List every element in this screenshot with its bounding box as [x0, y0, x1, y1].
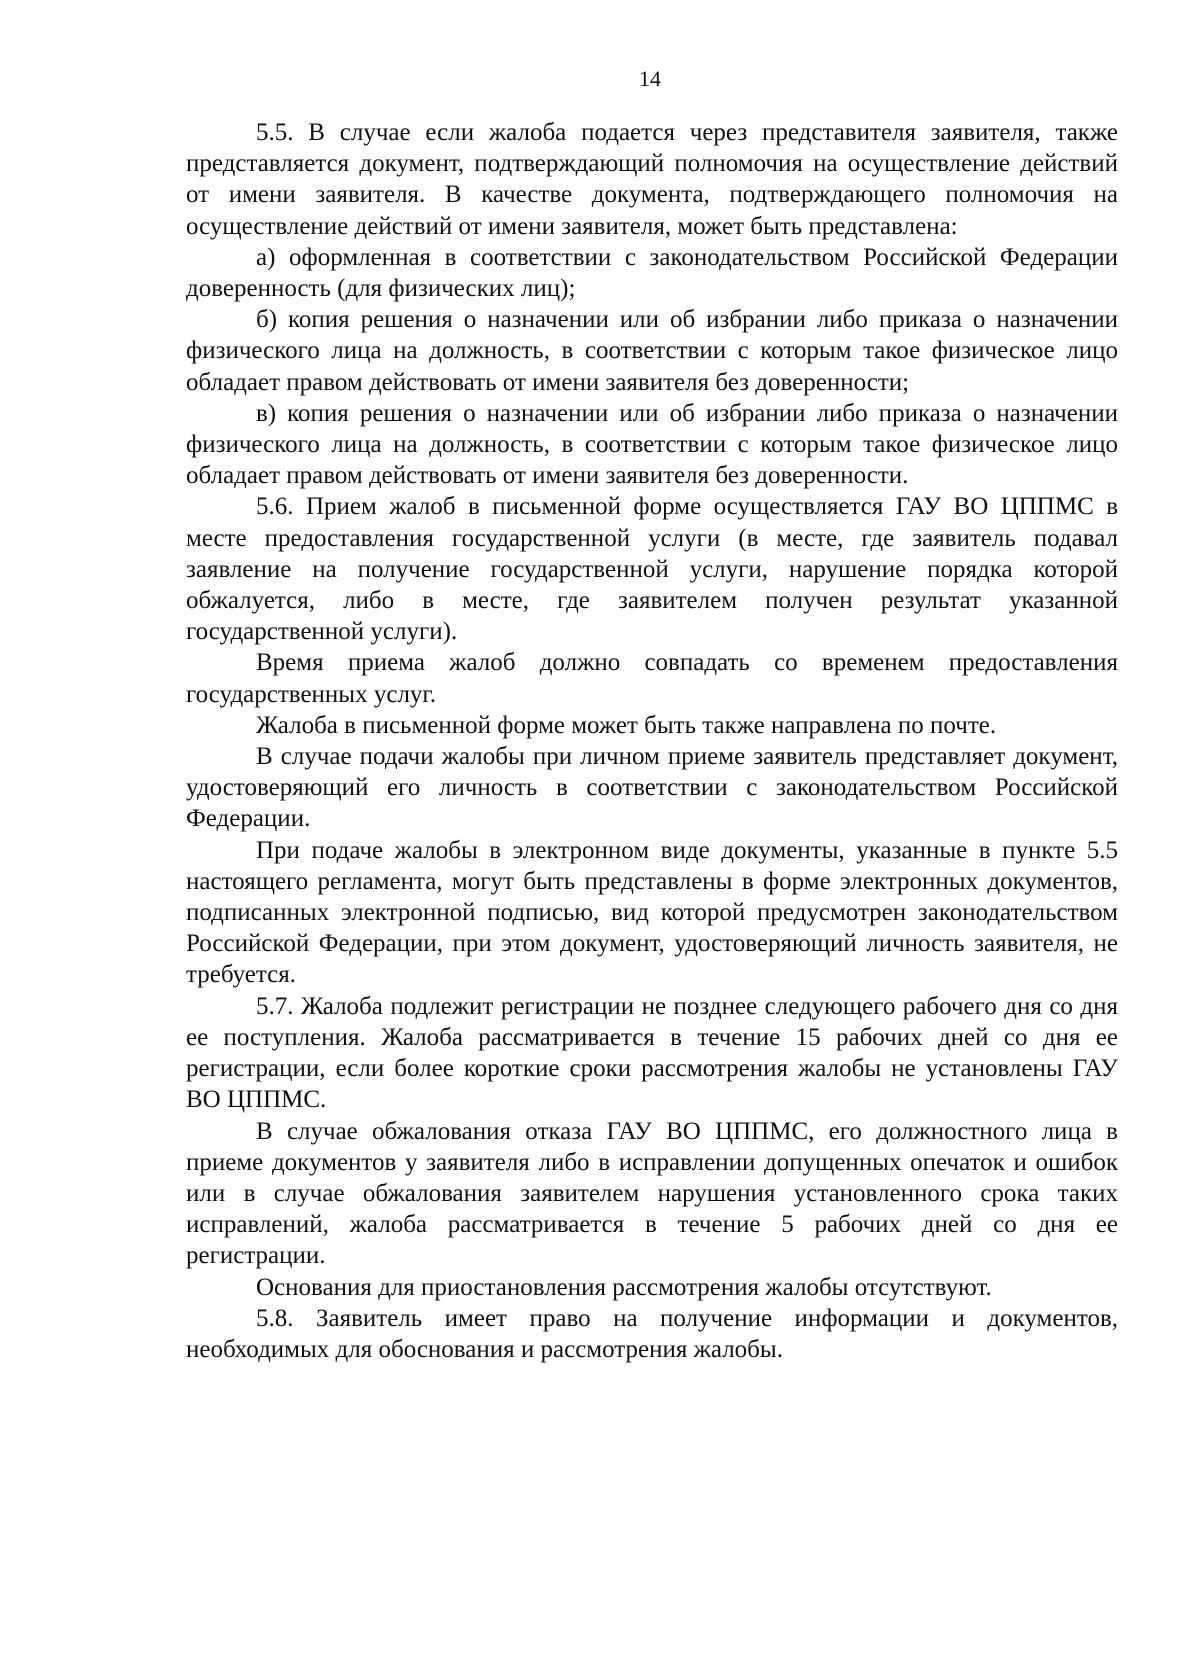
paragraph-5-8: 5.8. Заявитель имеет право на получение информации и документов, необходимых для обоснования и рассмотрения жалобы. — [186, 1304, 1118, 1363]
paragraph-refusal-appeal: В случае обжалования отказа ГАУ ВО ЦППМС, его должностного лица в приеме документов у заявителя либо в исправлении допущенных опечаток и ошибок или в случае обжалования заявителем нарушения установленного срока таких исправлений, жалоба рассматривается в течение 5 рабочих дней со дня ее регистрации. — [186, 1117, 1118, 1270]
list-item-b: б) копия решения о назначении или об избрании либо приказа о назначении физического лица на должность, в соответствии с которым такое физическое лицо обладает правом действовать от имени заявителя без доверенности; — [186, 306, 1118, 396]
paragraph-by-mail: Жалоба в письменной форме может быть также направлена по почте. — [256, 711, 997, 739]
paragraph-electronic-submission: При подаче жалобы в электронном виде документы, указанные в пункте 5.5 настоящего регламента, могут быть представлены в форме электронных документов, подписанных электронной подписью, вид которой предусмотрен законодательством Российской Федерации, при этом документ, удостоверяющий личность заявителя, не требуется. — [186, 836, 1118, 989]
paragraph-personal-reception: В случае подачи жалобы при личном приеме заявитель представляет документ, удостоверяющий его личность в соответствии с законодательством Российской Федерации. — [186, 743, 1118, 833]
document-body — [186, 117, 1118, 1365]
paragraph-5-6: 5.6. Прием жалоб в письменной форме осуществляется ГАУ ВО ЦППМС в месте предоставления государственной услуги (в месте, где заявитель подавал заявление на получение государственной услуги, нарушение порядка которой обжалуется, либо в месте, где заявителем получен результат указанной государственной услуги). — [186, 493, 1118, 646]
list-item-v: в) копия решения о назначении или об избрании либо приказа о назначении физического лица на должность, в соответствии с которым такое физическое лицо обладает правом действовать от имени заявителя без доверенности. — [186, 399, 1118, 490]
paragraph-5-5: 5.5. В случае если жалоба подается через представителя заявителя, также представляется документ, подтверждающий полномочия на осуществление действий от имени заявителя. В качестве документа, подтверждающего полномочия на осуществление действий от имени заявителя, может быть представлена: — [186, 119, 1118, 240]
page-number: 14 — [639, 66, 661, 91]
list-item-a: а) оформленная в соответствии с законодательством Российской Федерации доверенность (для физических лиц); — [186, 243, 1118, 303]
paragraph-no-suspension: Основания для приостановления рассмотрения жалобы отсутствуют. — [256, 1273, 992, 1301]
paragraph-5-7: 5.7. Жалоба подлежит регистрации не позднее следующего рабочего дня со дня ее поступления. Жалоба рассматривается в течение 15 рабочих дней со дня ее регистрации, если более короткие сроки рассмотрения жалобы не установлены ГАУ ВО ЦППМС. — [186, 992, 1118, 1114]
paragraph-reception-time: Время приема жалоб должно совпадать со временем предоставления государственных услуг. — [186, 649, 1118, 708]
